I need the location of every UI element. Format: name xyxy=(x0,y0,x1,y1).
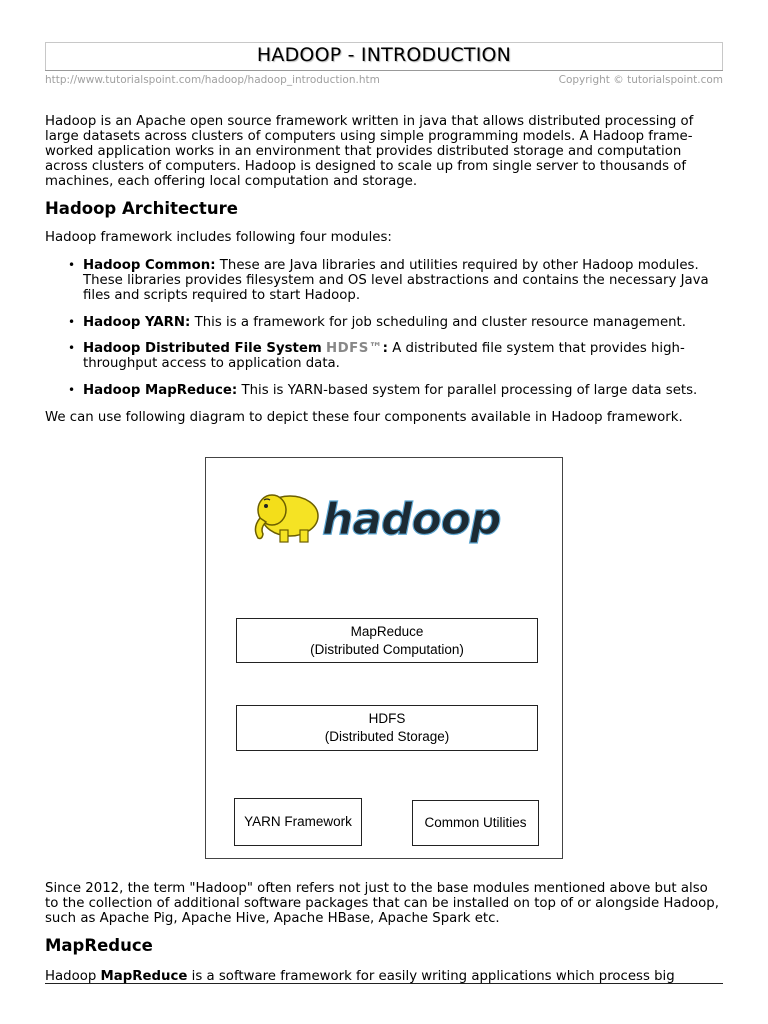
page xyxy=(45,42,723,984)
module-description: This is a framework for job scheduling and cluster resource management. xyxy=(194,315,686,330)
title-divider xyxy=(45,70,723,71)
hdfs-tag: HDFS™ xyxy=(326,341,383,356)
mapreduce-prefix: Hadoop xyxy=(45,969,97,984)
hadoop-logo xyxy=(250,478,510,550)
list-item-hdfs xyxy=(83,341,723,371)
mapreduce-paragraph xyxy=(45,969,725,984)
hadoop-architecture-diagram xyxy=(205,457,563,859)
common-utilities-box xyxy=(412,800,539,846)
mapreduce-rest: is a software framework for easily writing applications which process big xyxy=(191,969,675,984)
diagram-intro: We can use following diagram to depict these four components available in Hadoop framework. xyxy=(45,410,683,425)
copyright-notice: Copyright © tutorialspoint.com xyxy=(558,74,723,86)
module-description: This is YARN-based system for parallel processing of large data sets. xyxy=(241,383,698,398)
module-name: Hadoop YARN: xyxy=(83,315,191,330)
logo-wordmark: hadoop xyxy=(322,494,501,545)
list-item-hadoop-yarn xyxy=(83,315,723,330)
hdfs-title: HDFS xyxy=(368,711,406,726)
module-name: Hadoop MapReduce: xyxy=(83,383,238,398)
page-title: HADOOP - INTRODUCTION xyxy=(256,44,512,66)
common-utilities-label: Common Utilities xyxy=(424,815,527,830)
mapreduce-box xyxy=(236,618,538,663)
module-name: Hadoop Distributed File System xyxy=(83,341,322,356)
since-2012-paragraph: Since 2012, the term "Hadoop" often refers not just to the base modules mentioned above but also to the collection of additional software packages that can be installed on top of or alongside Hadoop, such as Apache Pig, Apache Hive, Apache HBase, Apache Spark etc. xyxy=(45,881,719,926)
bottom-border xyxy=(45,983,723,984)
intro-paragraph: Hadoop is an Apache open source framework written in java that allows distributed processing of large datasets across clusters of computers using simple programming models. A Hadoop frame-worked application works in an environment that provides distributed storage and computation across clusters of computers. Hadoop is designed to scale up from single server to thousands of machines, each offering local computation and storage. xyxy=(45,114,694,189)
mapreduce-subtitle: (Distributed Computation) xyxy=(310,641,464,657)
module-description: These are Java libraries and utilities required by other Hadoop modules. These libraries provides filesystem and OS level abstractions and contains the necessary Java files and scripts required to start Hadoop. xyxy=(83,258,709,303)
list-item-hadoop-common xyxy=(83,258,723,303)
hdfs-subtitle: (Distributed Storage) xyxy=(324,729,450,744)
module-description: A distributed file system that provides high-throughput access to application data. xyxy=(83,341,685,371)
yarn-box xyxy=(234,798,362,846)
mapreduce-bold-term: MapReduce xyxy=(100,969,188,984)
mapreduce-heading: MapReduce xyxy=(45,936,153,955)
mapreduce-title: MapReduce xyxy=(350,623,424,639)
list-item-hadoop-mapreduce xyxy=(83,383,723,398)
elephant-icon xyxy=(255,495,318,542)
source-url[interactable]: http://www.tutorialspoint.com/hadoop/hadoop_introduction.htm xyxy=(45,74,380,86)
architecture-lead: Hadoop framework includes following four modules: xyxy=(45,230,392,245)
yarn-label: YARN Framework xyxy=(244,814,352,829)
architecture-heading: Hadoop Architecture xyxy=(45,199,238,218)
module-name: Hadoop Common: xyxy=(83,258,216,273)
module-colon: : xyxy=(382,341,388,356)
hdfs-box xyxy=(236,705,538,751)
